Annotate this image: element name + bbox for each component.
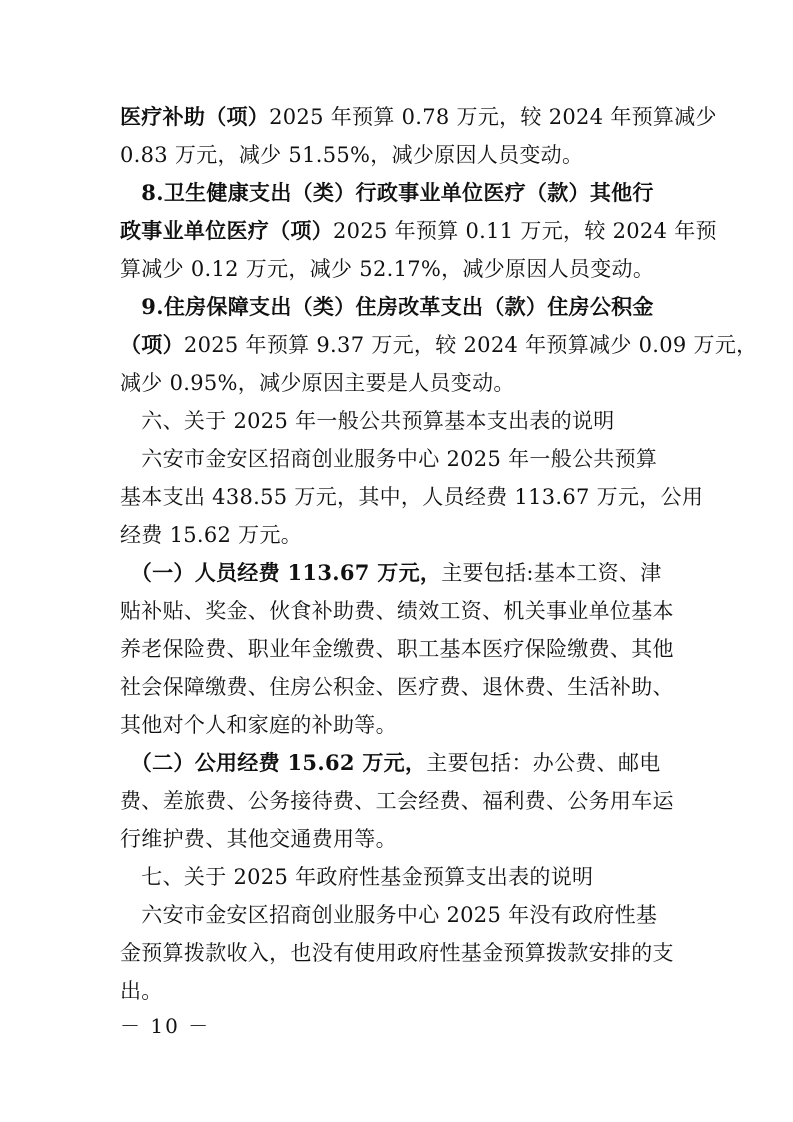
body-text: 六安市金安区招商创业服务中心 2025 年一般公共预算 xyxy=(120,447,658,471)
document-body xyxy=(120,98,758,1010)
text-line xyxy=(120,288,676,326)
body-text: 算减少 0.12 万元，减少 52.17%，减少原因人员变动。 xyxy=(120,257,655,281)
body-text: 贴补贴、奖金、伙食补助费、绩效工资、机关事业单位基本 xyxy=(120,599,674,623)
text-line xyxy=(120,440,676,478)
bold-text: 医疗补助（项） xyxy=(120,104,270,129)
body-text: 主要包括：办公费、邮电 xyxy=(426,751,661,775)
body-text: 主要包括:基本工资、津 xyxy=(441,561,662,585)
body-text: 养老保险费、职业年金缴费、职工基本医疗保险缴费、其他 xyxy=(120,637,674,661)
text-line xyxy=(120,212,717,250)
body-text: 2025 年预算 0.78 万元，较 2024 年预算减少 xyxy=(269,105,717,129)
text-line xyxy=(120,972,676,1010)
text-line xyxy=(120,820,676,858)
bold-text: 9.住房保障支出（类）住房改革支出（款）住房公积金 xyxy=(120,294,654,319)
text-line xyxy=(120,98,717,136)
text-line xyxy=(120,250,676,288)
body-text: 经费 15.62 万元。 xyxy=(120,523,303,547)
body-text: 0.83 万元，减少 51.55%，减少原因人员变动。 xyxy=(120,143,584,167)
text-line xyxy=(120,630,676,668)
text-line xyxy=(120,326,758,364)
body-text: 减少 0.95%，减少原因主要是人员变动。 xyxy=(120,371,515,395)
text-line xyxy=(120,516,676,554)
bold-text: （项） xyxy=(120,332,184,357)
text-line xyxy=(120,896,676,934)
body-text: 金预算拨款收入，也没有使用政府性基金预算拨款安排的支 xyxy=(120,941,674,965)
body-text: 2025 年预算 0.11 万元，较 2024 年预 xyxy=(333,219,717,243)
text-line xyxy=(120,782,676,820)
bold-text: 8.卫生健康支出（类）行政事业单位医疗（款）其他行 xyxy=(120,180,654,205)
body-text: 行维护费、其他交通费用等。 xyxy=(120,827,397,851)
bold-text: 政事业单位医疗（项） xyxy=(120,218,333,243)
text-line xyxy=(120,934,676,972)
text-line xyxy=(120,706,676,744)
bold-text: （一）人员经费 113.67 万元， xyxy=(120,560,442,585)
text-line xyxy=(120,364,676,402)
body-text: 社会保障缴费、住房公积金、医疗费、退休费、生活补助、 xyxy=(120,675,674,699)
text-line xyxy=(120,592,676,630)
text-line xyxy=(120,136,676,174)
text-line xyxy=(120,744,676,782)
bold-text: （二）公用经费 15.62 万元， xyxy=(120,750,427,775)
text-line xyxy=(120,554,676,592)
body-text: 基本支出 438.55 万元，其中，人员经费 113.67 万元，公用 xyxy=(120,485,704,509)
body-text: 六、关于 2025 年一般公共预算基本支出表的说明 xyxy=(120,409,615,433)
page-number: － 10 － xyxy=(120,1014,211,1038)
body-text: 六安市金安区招商创业服务中心 2025 年没有政府性基 xyxy=(120,903,658,927)
body-text: 2025 年预算 9.37 万元，较 2024 年预算减少 0.09 万元， xyxy=(183,333,758,357)
text-line xyxy=(120,478,704,516)
text-line xyxy=(120,668,676,706)
text-line xyxy=(120,402,676,440)
text-line xyxy=(120,174,676,212)
body-text: 其他对个人和家庭的补助等。 xyxy=(120,713,397,737)
body-text: 费、差旅费、公务接待费、工会经费、福利费、公务用车运 xyxy=(120,789,674,813)
body-text: 出。 xyxy=(120,979,163,1003)
body-text: 七、关于 2025 年政府性基金预算支出表的说明 xyxy=(120,865,594,889)
text-line xyxy=(120,858,676,896)
